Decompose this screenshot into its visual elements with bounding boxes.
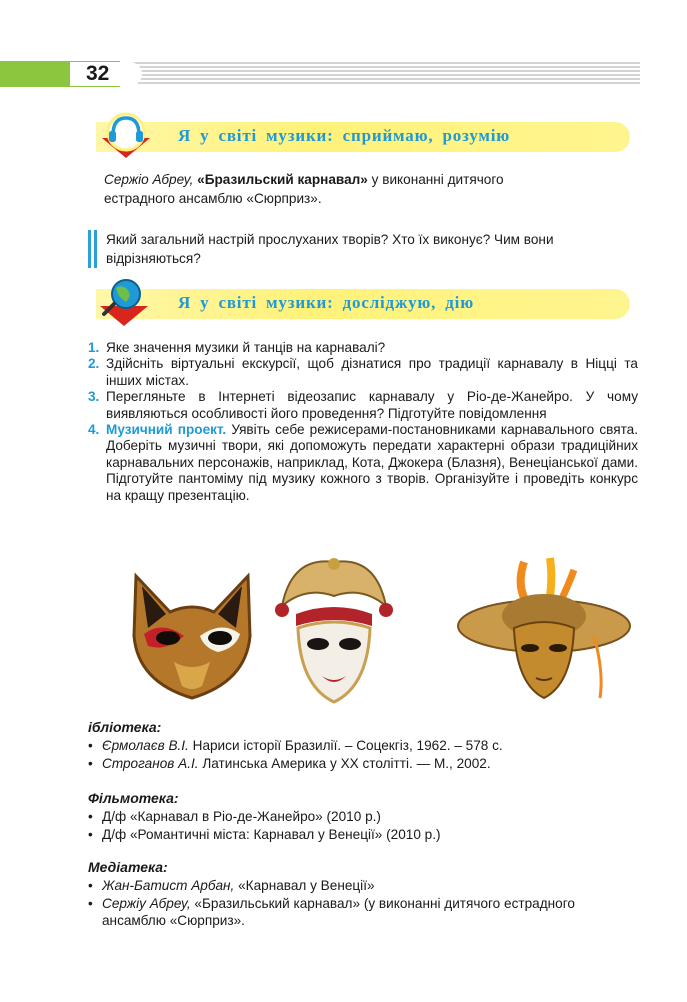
task-text: Здійсніть віртуальні екскурсії, щоб дізнатися про традиції карнавалу в Ніцці та інших містах. [106,356,638,388]
section-title-listen: Я у світі музики: сприймаю, розумію [178,126,511,145]
question-bar-2 [94,230,97,268]
media-text: «Бразильський карнавал» (у виконанні дитячого естрадного ансамблю «Сюрприз». [102,895,575,928]
question-line2: відрізняються? [106,251,201,266]
library-item [88,737,640,755]
library-text: Латинська Америка у XX столітті. — М., 2002. [202,755,491,771]
filmoteka-list [88,808,640,843]
task-number: 2. [88,356,100,372]
task-text: Перегляньте в Інтернеті відеозапис карнавалу у Ріо-де-Жанейро. У чому виявляються особливості його проведення? Підготуйте повідомлення [106,389,638,421]
mediateka-heading: Медіатека: [88,859,168,875]
media-text: «Карнавал у Венеції» [238,878,375,893]
intro-author: Сержіо Абреу, [104,172,194,187]
jester-mask-image [275,558,393,702]
task-number: 1. [88,340,100,355]
project-title: Музичний проект. [106,422,227,438]
task-item [88,389,638,422]
library-heading: іблiотека: [88,719,162,735]
headphones-icon [96,108,156,165]
media-item [88,895,640,930]
cat-mask-image [122,572,262,704]
film-text: Д/ф «Карнавал в Ріо-де-Жанейро» (2010 р.) [102,809,381,824]
listening-intro [104,170,640,208]
library-author: Строганов А.І. [102,755,199,771]
task-text: Яке значення музики й танців на карнавалі? [106,340,386,355]
task-list [88,340,638,504]
question-bar-1 [88,230,91,268]
film-item [88,826,640,844]
page-number: 32 [70,62,142,86]
mediateka-list [88,877,640,930]
intro-rest: у виконанні дитячого [371,172,504,187]
section-title-explore: Я у світі музики: досліджую, дію [178,293,474,312]
listening-question [106,230,640,268]
media-author: Жан-Батист Арбан, [102,878,235,893]
task-item [88,340,638,356]
task-number: 4. [88,422,100,438]
library-text: Нариси історії Бразилії. – Соцекгіз, 1962. – 578 с. [192,738,503,753]
film-text: Д/ф «Романтичні міста: Карнавал у Венеції» (2010 р.) [102,826,441,842]
intro-work: «Бразильский карнавал» [197,172,368,187]
globe-magnifier-icon [92,272,154,333]
media-author: Сержіу Абреу, [102,895,191,911]
task-item [88,356,638,389]
library-list [88,737,640,772]
task-item [88,422,638,504]
task-text: Уявіть себе режисерами-постановниками карнавального свята. Доберіть музичні твори, які допоможуть передати характерні образи традиційних карнавальних персонажів, наприклад, Кота, Джокера (Блазня), Венеціанської дами. Підготуйте пантоміму під музику кожного з творів. Організуйте і проведіть конкурс на кращу презентацію. [106,422,638,503]
intro-line2: естрадного ансамблю «Сюрприз». [104,191,322,206]
task-number: 3. [88,389,100,405]
question-line1: Який загальний настрій прослуханих творів? Хто їх виконує? Чим вони [106,232,554,247]
library-author: Єрмолаєв В.І. [102,738,189,753]
library-item [88,755,640,773]
venetian-lady-mask-image [458,558,630,698]
filmoteka-heading: Фільмотека: [88,790,179,806]
film-item [88,808,640,826]
media-item [88,877,640,895]
